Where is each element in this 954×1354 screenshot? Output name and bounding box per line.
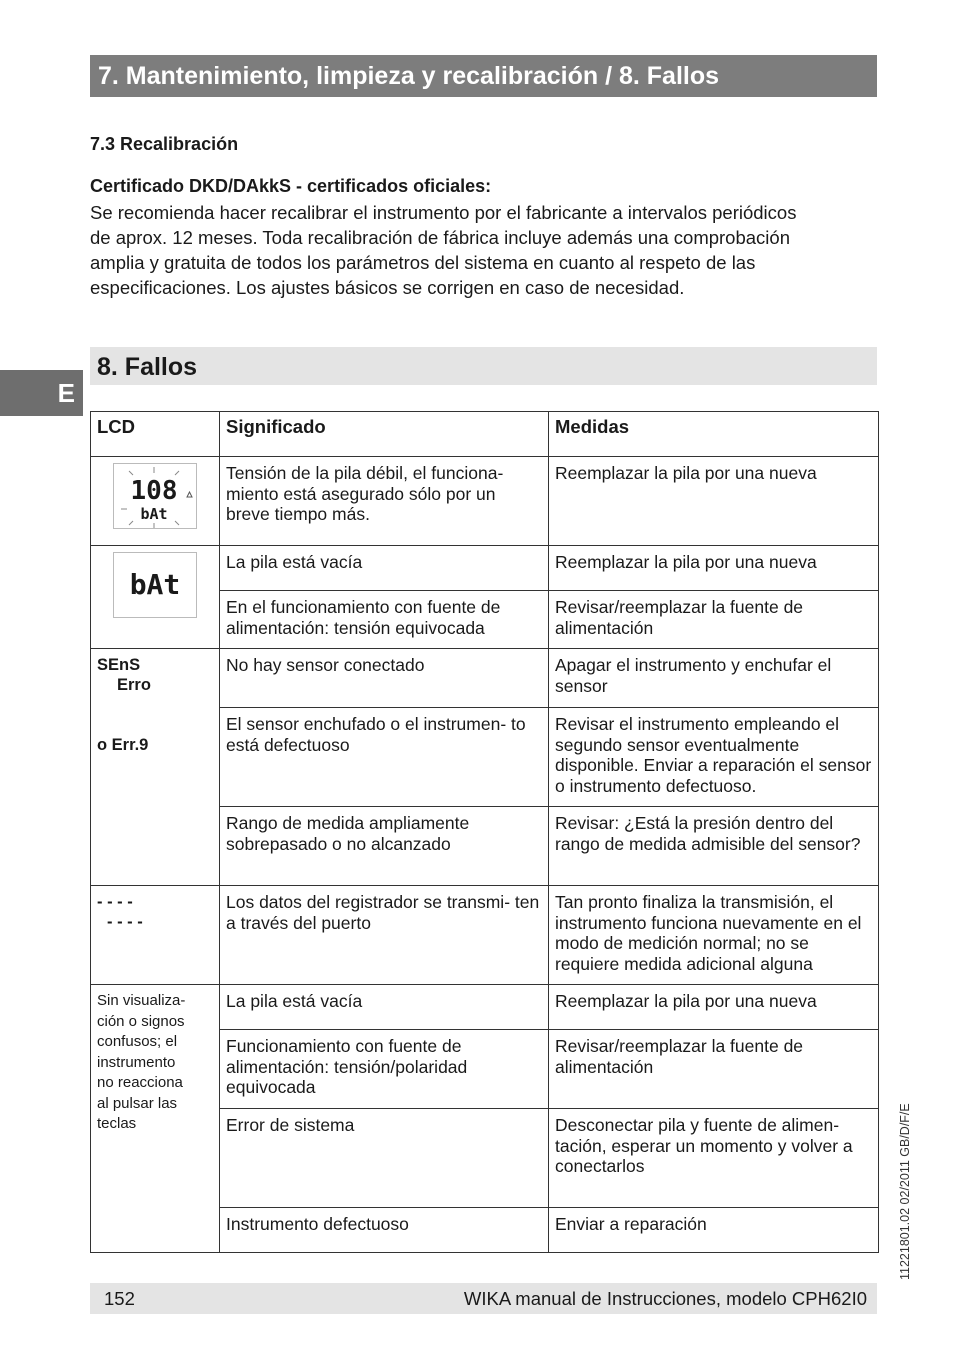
meaning-cell: El sensor enchufado o el instrumen- to está defectuoso: [220, 708, 549, 807]
meaning-cell: Error de sistema: [220, 1109, 549, 1208]
paragraph-line: especificaciones. Los ajustes básicos se corrigen en caso de necesidad.: [90, 277, 685, 298]
lcd-digits: 108: [130, 476, 178, 506]
measure-cell: Tan pronto finaliza la transmisión, el instrumento funciona nuevamente en el modo de medición normal; no se requiere medida adicional alguna: [549, 886, 879, 985]
lcd-code: SEnS: [97, 656, 141, 674]
measure-cell: Apagar el instrumento y enchufar el sensor: [549, 649, 879, 708]
meaning-cell: No hay sensor conectado: [220, 649, 549, 708]
lcd-text: confusos; el: [97, 1033, 178, 1050]
lcd-text: Sin visualiza-: [97, 992, 186, 1009]
measure-cell: Revisar: ¿Está la presión dentro del rango de medida admisible del sensor?: [549, 807, 879, 886]
table-header-row: [91, 412, 879, 457]
paragraph-line: de aprox. 12 meses. Toda recalibración de fábrica incluye además una comprobación: [90, 227, 790, 248]
lcd-text: no reacciona: [97, 1074, 183, 1091]
meaning-cell: Instrumento defectuoso: [220, 1208, 549, 1253]
recalibration-paragraph: [90, 200, 880, 300]
lcd-cell: [91, 546, 220, 649]
measure-cell: Reemplazar la pila por una nueva: [549, 546, 879, 591]
meaning-cell: Funcionamiento con fuente de alimentación: tensión/polaridad equivocada: [220, 1030, 549, 1109]
table-row: [91, 457, 879, 546]
lcd-text: instrumento: [97, 1053, 176, 1071]
lcd-cell: [91, 649, 220, 886]
footer-title: WIKA manual de Instrucciones, modelo CPH62I0: [463, 1288, 867, 1309]
table-row: [91, 546, 879, 591]
lcd-code: Erro: [117, 676, 151, 694]
lcd-cell: [91, 985, 220, 1253]
page-number: 152: [104, 1288, 135, 1309]
page-title: 7. Mantenimiento, limpieza y recalibración / 8. Fallos: [90, 55, 877, 97]
lcd-text: teclas: [97, 1115, 137, 1132]
measure-cell: Desconectar pila y fuente de alimen- tación, esperar un momento y volver a conectarlos: [549, 1109, 879, 1208]
measure-cell: Revisar/reemplazar la fuente de alimentación: [549, 1030, 879, 1109]
column-header-measures: Medidas: [549, 412, 879, 457]
measure-cell: Revisar el instrumento empleando el segundo sensor eventualmente disponible. Enviar a reparación el sensor o instrumento defectuoso.: [549, 708, 879, 807]
meaning-cell: La pila está vacía: [220, 546, 549, 591]
lcd-cell: [91, 457, 220, 546]
meaning-cell: La pila está vacía: [220, 985, 549, 1030]
lcd-cell: [91, 886, 220, 985]
table-row: [91, 886, 879, 985]
lcd-bat-label: bAt: [129, 568, 181, 601]
lcd-bat-label: bAt: [140, 505, 168, 523]
table-row: [91, 985, 879, 1030]
lcd-low-battery-icon: [113, 463, 197, 529]
table-row: [91, 649, 879, 708]
measure-cell: Reemplazar la pila por una nueva: [549, 457, 879, 546]
column-header-meaning: Significado: [220, 412, 549, 457]
paragraph-line: Se recomienda hacer recalibrar el instrumento por el fabricante a intervalos periódicos: [90, 202, 797, 223]
meaning-cell: Rango de medida ampliamente sobrepasado o no alcanzado: [220, 807, 549, 886]
section-heading-faults: 8. Fallos: [90, 347, 877, 385]
certificate-heading: Certificado DKD/DAkkS - certificados oficiales:: [90, 176, 492, 196]
language-tab: E: [0, 370, 83, 416]
measure-cell: Revisar/reemplazar la fuente de alimentación: [549, 591, 879, 649]
recalibration-heading: 7.3 Recalibración: [90, 134, 239, 154]
lcd-code: o Err.9: [97, 736, 149, 754]
measure-cell: Enviar a reparación: [549, 1208, 879, 1253]
meaning-cell: Los datos del registrador se transmi- ten a través del puerto: [220, 886, 549, 985]
lcd-code: - - - -: [107, 913, 143, 931]
footer: [90, 1283, 877, 1314]
meaning-cell: En el funcionamiento con fuente de alimentación: tensión equivocada: [220, 591, 549, 649]
lcd-empty-battery-icon: [113, 552, 197, 618]
lcd-code: - - - -: [97, 893, 133, 911]
document-code: 11221801.02 02/2011 GB/D/F/E: [898, 1103, 912, 1280]
lcd-text: al pulsar las: [97, 1094, 178, 1112]
column-header-lcd: LCD: [91, 412, 220, 457]
paragraph-line: amplia y gratuita de todos los parámetros del sistema en cuanto al respeto de las: [90, 252, 756, 273]
measure-cell: Reemplazar la pila por una nueva: [549, 985, 879, 1030]
meaning-cell: Tensión de la pila débil, el funciona- miento está asegurado sólo por un breve tiempo más.: [220, 457, 549, 546]
faults-table: [90, 411, 879, 1253]
lcd-text: ción o signos: [97, 1012, 185, 1030]
